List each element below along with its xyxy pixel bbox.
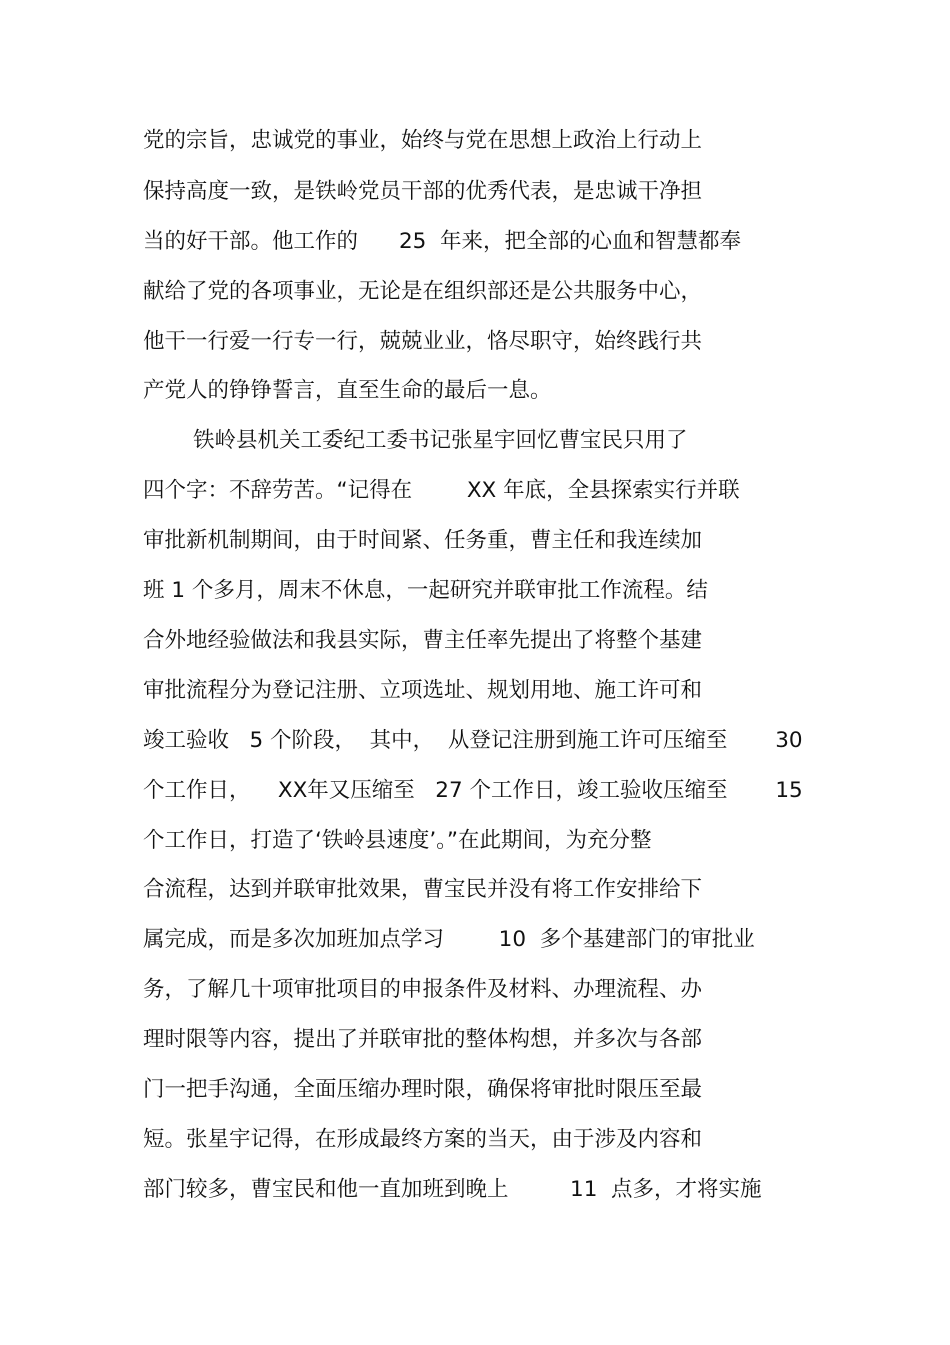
text-line-15: 个工作日，打造了‘铁岭县速度’。”在此期间，为充分整 (143, 828, 652, 853)
text-line-19: 理时限等内容，提出了并联审批的整体构想，并多次与各部 (143, 1027, 703, 1052)
text-line-22: 部门较多，曹宝民和他一直加班到晚上 11 点多，才将实施 (143, 1177, 762, 1202)
text-line-4: 献给了党的各项事业，无论是在组织部还是公共服务中心， (143, 279, 703, 304)
text-line-8: 四个字：不辞劳苦。“记得在 XX 年底，全县探索实行并联 (143, 478, 740, 503)
text-line-21: 短。张星宇记得，在形成最终方案的当天，由于涉及内容和 (143, 1127, 703, 1152)
text-line-20: 门一把手沟通，全面压缩办理时限，确保将审批时限压至最 (143, 1077, 703, 1102)
text-line-7: 铁岭县机关工委纪工委书记张星宇回忆曹宝民只用了 (193, 428, 688, 453)
text-line-13: 竣工验收 5 个阶段， 其中， 从登记注册到施工许可压缩至 30 (143, 728, 803, 753)
text-line-2: 保持高度一致，是铁岭党员干部的优秀代表，是忠诚干净担 (143, 179, 703, 204)
text-line-5: 他干一行爱一行专一行，兢兢业业，恪尽职守，始终践行共 (143, 329, 703, 354)
text-line-6: 产党人的铮铮誓言，直至生命的最后一息。 (143, 378, 552, 403)
text-line-18: 务，了解几十项审批项目的申报条件及材料、办理流程、办 (143, 977, 703, 1002)
text-line-16: 合流程，达到并联审批效果，曹宝民并没有将工作安排给下 (143, 877, 703, 902)
text-line-10: 班 1 个多月，周末不休息，一起研究并联审批工作流程。结 (143, 578, 708, 603)
text-line-11: 合外地经验做法和我县实际，曹主任率先提出了将整个基建 (143, 628, 703, 653)
text-line-12: 审批流程分为登记注册、立项选址、规划用地、施工许可和 (143, 678, 703, 703)
text-line-14: 个工作日， XX年又压缩至 27 个工作日，竣工验收压缩至 15 (143, 778, 803, 803)
text-line-1: 党的宗旨，忠诚党的事业，始终与党在思想上政治上行动上 (143, 128, 703, 153)
text-line-17: 属完成，而是多次加班加点学习 10 多个基建部门的审批业 (143, 927, 755, 952)
text-line-9: 审批新机制期间，由于时间紧、任务重，曹主任和我连续加 (143, 528, 703, 553)
text-line-3: 当的好干部。他工作的 25 年来，把全部的心血和智慧都奉 (143, 229, 742, 254)
